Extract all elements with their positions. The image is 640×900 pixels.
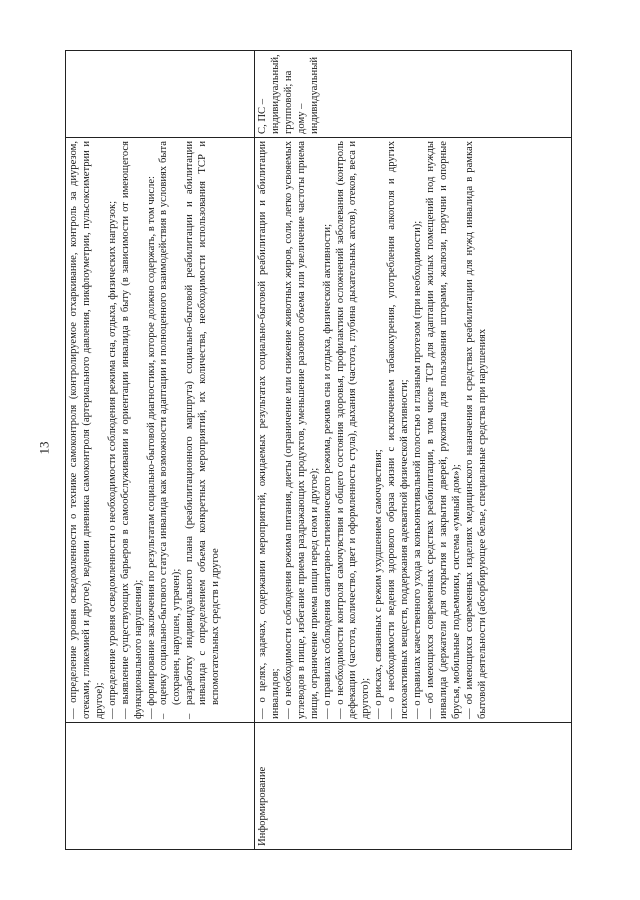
- sub-item-text: оценку социально-бытового статуса инвалида как возможности адаптации и полноценного взаимодействия в условиях быта (сохранен, нарушен, утрачен);: [158, 141, 183, 705]
- description-cell: [66, 138, 255, 723]
- form-cell: [66, 51, 255, 138]
- page-number: 13: [36, 441, 52, 455]
- list-item: — о необходимости контроля самочувствия и общего состояния здоровья, профилактики осложнений заболевания (контроль дефекации (частота, количество, цвет и оформленность стула), дыхания (частота, глубина дыхательных актов), отеков, веса и другого);: [334, 141, 372, 719]
- list-item: — определение уровня осведомленности о необходимости соблюдения режима сна, отдыха, физических нагрузок;: [106, 200, 118, 719]
- list-item: — о необходимости соблюдения режима питания, диеты (ограничение или снижение животных жиров, соли, легко усвояемых углеводов в пище, избегание приема раздражающих продуктов, уменьшение разового объема или увеличение частоты приема пищи, ограничение приема пищи перед сном и другое);: [282, 141, 320, 719]
- dash-marker: –: [184, 713, 196, 719]
- sub-list-item: [158, 141, 184, 719]
- services-table: [65, 50, 572, 850]
- service-cell: Информирование: [255, 723, 572, 850]
- list-item: — об имеющихся современных изделиях медицинского назначения и средствах реабилитации для нужд инвалида в рамках бытовой деятельности (абсорбирующее белье, специальные средства при нарушениях: [463, 141, 488, 719]
- list-item: — определение уровня осведомленности о технике самоконтроля (контролируемое отхаркивание, контроль за диурезом, отеками, гликемией и другое), ведении дневника самоконтроля (артериального давления, пикфлоуметрии, пульсоксиметрии и другое);: [68, 141, 105, 719]
- description-cell: [255, 138, 572, 723]
- list-item: — о правилах качественного ухода за конъюнктивальной полостью и глазным протезом (при необходимости);: [412, 220, 424, 719]
- list-item: — формирование заключения по результатам социально-бытовой диагностики, которое должно содержать, в том числе:: [145, 176, 157, 719]
- rotated-page: [65, 50, 585, 850]
- table-row: [255, 51, 572, 850]
- sub-item-text: разработку индивидуального плана (реабилитационного маршрута) социально-бытовой реабилитации и абилитации инвалида с определением объема конкретных мероприятий, их количества, необходимости использования ТСР и вспомогательных средств и другое: [184, 141, 222, 705]
- list-item: — о целях, задачах, содержании мероприятий, ожидаемых результатах социально-бытовой реабилитации и абилитации инвалидов;: [257, 141, 281, 719]
- list-item: — о необходимости ведения здорового образа жизни с исключением табакокурения, употребления алкоголя и других психоактивных веществ, поддержания адекватной физической активности;: [386, 141, 411, 719]
- list-item: — выявление существующих барьеров в самообслуживании и ориентации инвалида в быту (в зависимости от имеющегося функционального нарушения);: [119, 141, 144, 719]
- dash-marker: –: [158, 713, 170, 719]
- sub-list-item: [184, 141, 223, 719]
- service-cell: [66, 723, 255, 850]
- form-cell: С, ПС – индивидуальный, групповой; на дому – индивидуальный: [255, 51, 572, 138]
- list-item: — об имеющихся современных средствах реабилитации, в том числе ТСР для адаптации жилых помещений под нужды инвалида (держатели для открытия и закрытия дверей, рукоятка для пользования шторами, жалюзи, поручни и опорные брусья, мобильные подъемники, система «умный дом»);: [424, 141, 462, 719]
- table-row: [66, 51, 255, 850]
- list-item: — о рисках, связанных с режим ухудшением самочувствия;: [373, 449, 385, 719]
- list-item: — о правилах соблюдения санитарно-гигиенического режима, режима сна и отдыха, физической активности;: [321, 223, 333, 719]
